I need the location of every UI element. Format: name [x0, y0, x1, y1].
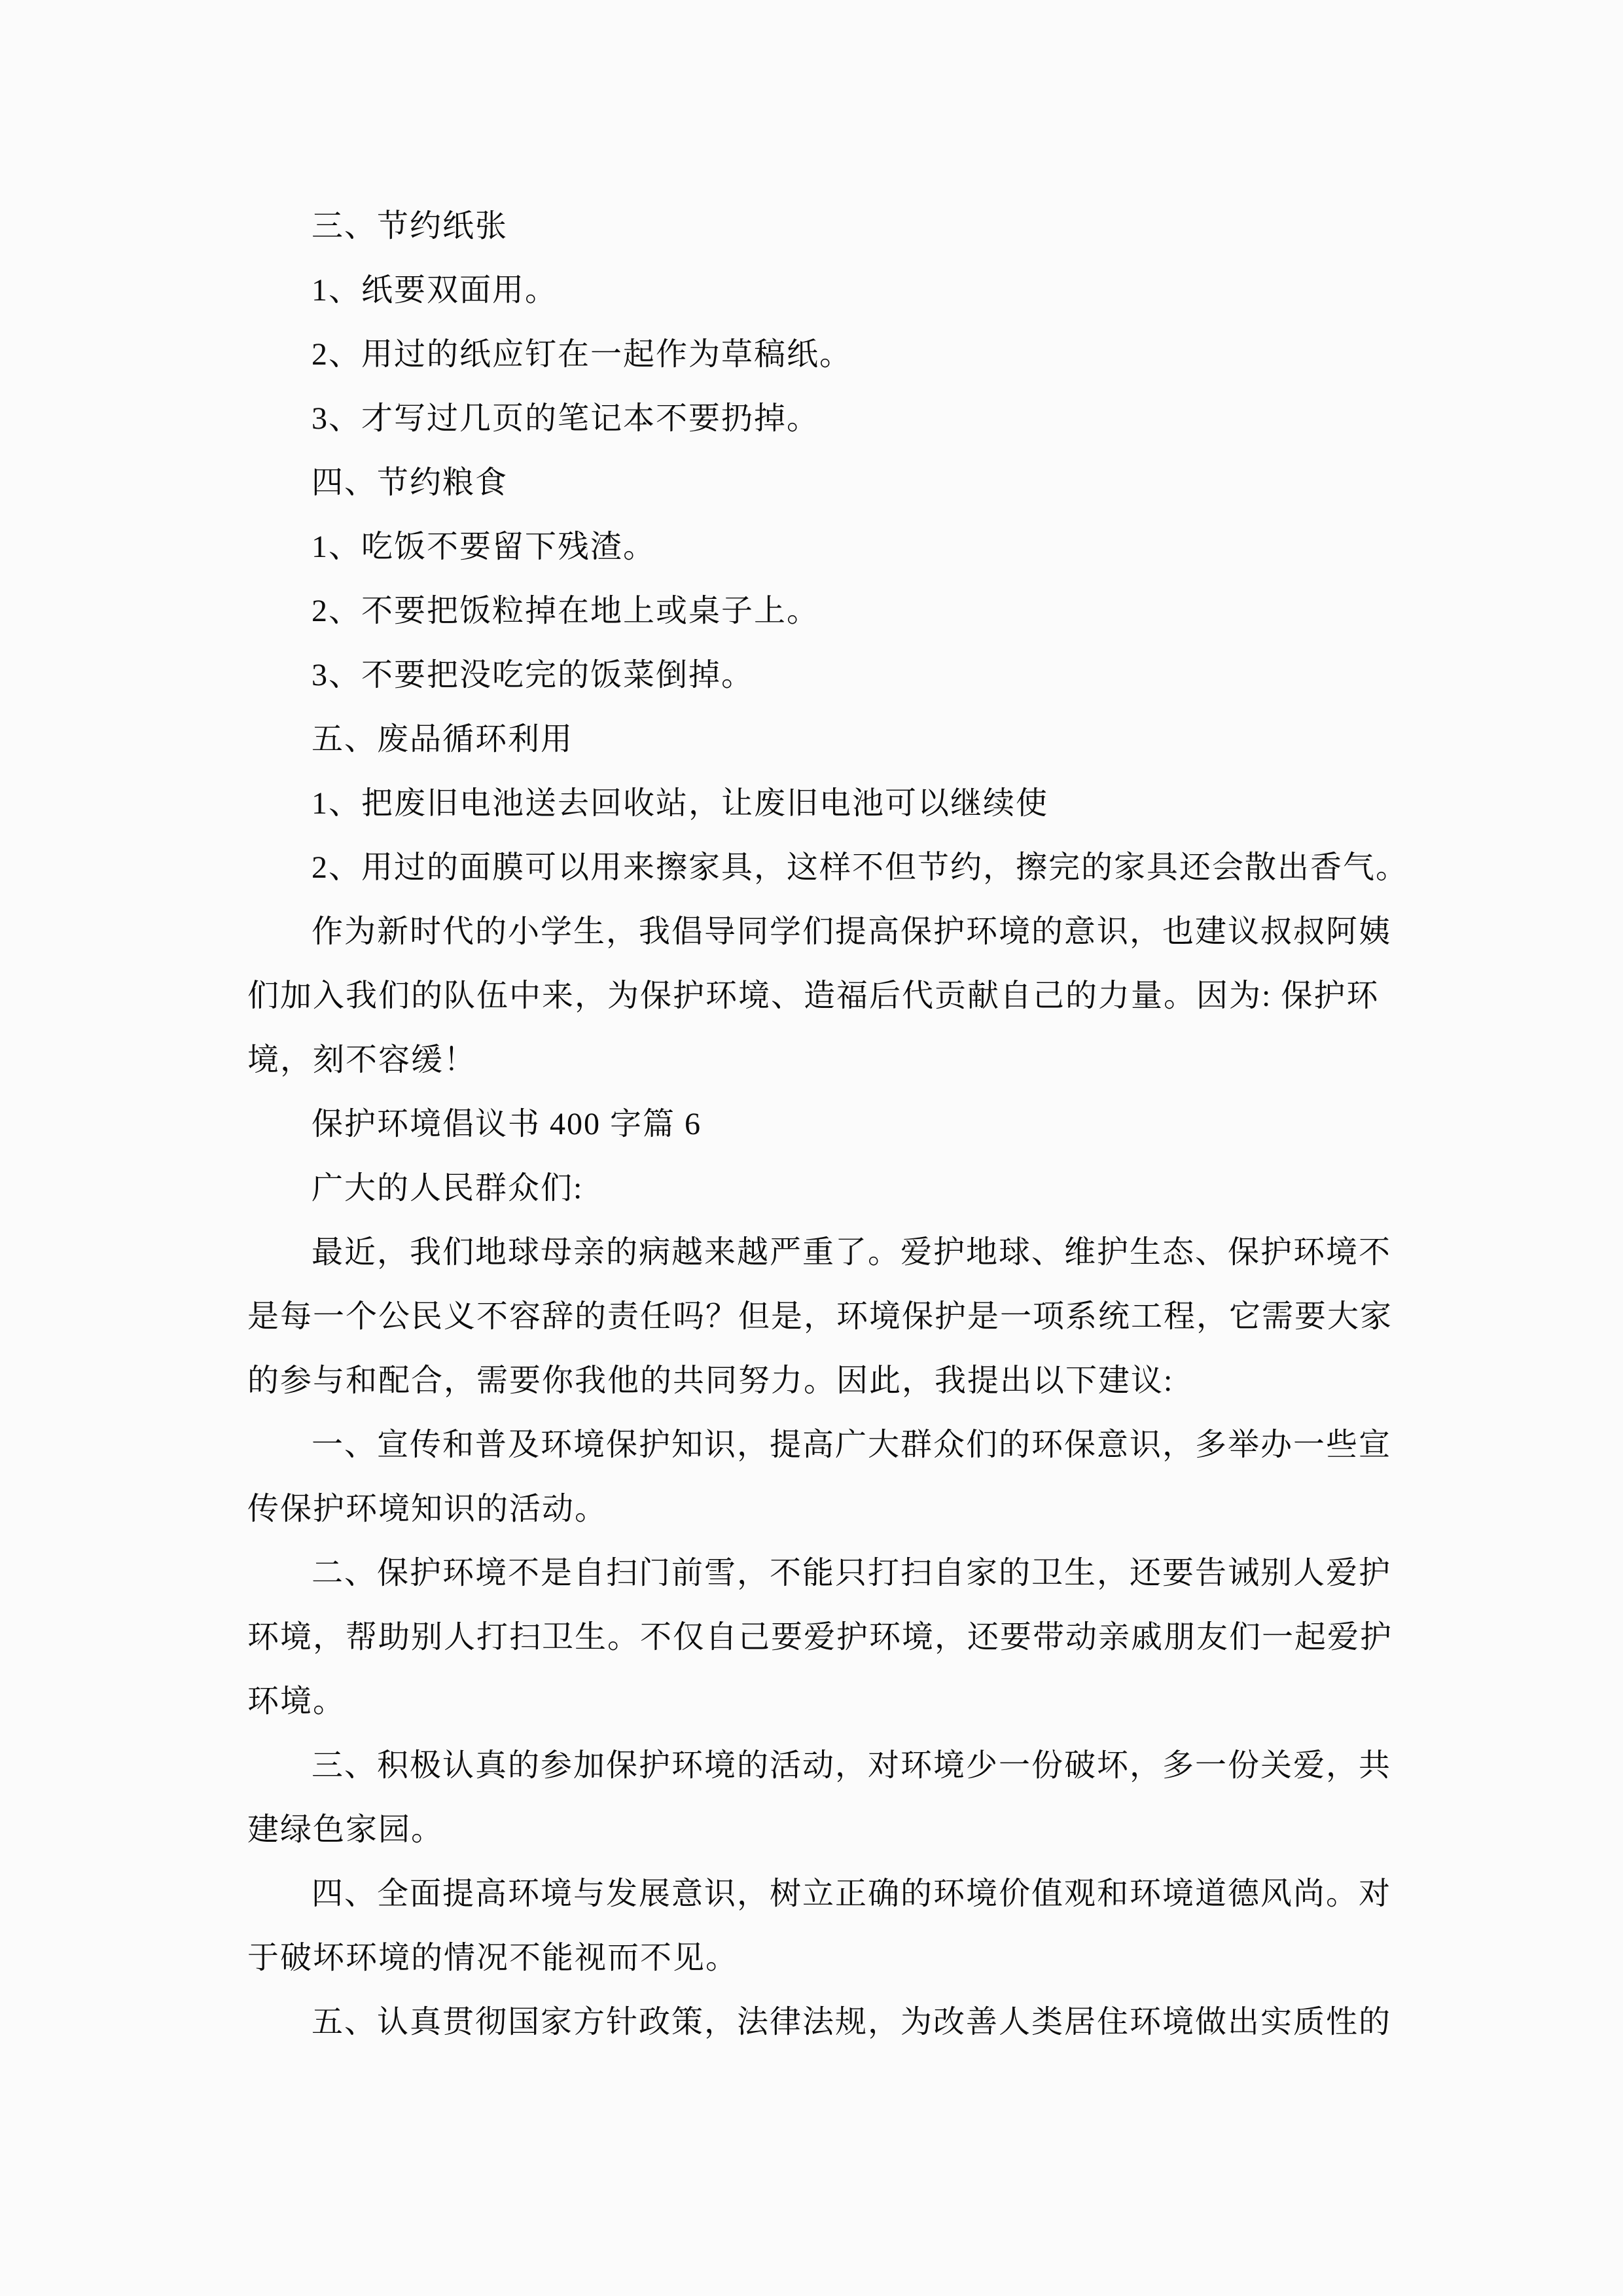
text-line: 境，刻不容缓！	[247, 1043, 477, 1077]
text-line: 三、积极认真的参加保护环境的活动，对环境少一份破坏，多一份关爱，共	[312, 1748, 1392, 1783]
text-line: 二、保护环境不是自扫门前雪，不能只打扫自家的卫生，还要告诫别人爱护	[312, 1556, 1392, 1590]
text-line: 3、不要把没吃完的饭菜倒掉。	[312, 658, 755, 692]
text-line: 1、纸要双面用。	[312, 273, 558, 308]
text-line: 作为新时代的小学生，我倡导同学们提高保护环境的意识，也建议叔叔阿姨	[312, 914, 1392, 949]
text-line: 四、全面提高环境与发展意识，树立正确的环境价值观和环境道德风尚。对	[312, 1876, 1392, 1911]
text-line: 们加入我们的队伍中来，为保护环境、造福后代贡献自己的力量。因为: 保护环	[247, 978, 1380, 1013]
text-line: 四、节约粮食	[312, 465, 508, 500]
text-line: 2、不要把饭粒掉在地上或桌子上。	[312, 594, 820, 628]
text-line: 建绿色家园。	[247, 1812, 444, 1847]
text-line: 保护环境倡议书 400 字篇 6	[312, 1107, 702, 1141]
text-line: 三、节约纸张	[312, 209, 508, 243]
text-line: 1、把废旧电池送去回收站，让废旧电池可以继续使	[312, 786, 1049, 821]
text-line: 环境。	[247, 1684, 346, 1719]
text-line: 传保护环境知识的活动。	[247, 1492, 608, 1526]
text-line: 最近，我们地球母亲的病越来越严重了。爱护地球、维护生态、保护环境不	[312, 1235, 1392, 1270]
text-line: 2、用过的纸应钉在一起作为草稿纸。	[312, 337, 853, 372]
text-line: 环境，帮助别人打扫卫生。不仅自己要爱护环境，还要带动亲戚朋友们一起爱护	[247, 1620, 1393, 1655]
text-line: 广大的人民群众们:	[312, 1171, 584, 1206]
document-body	[247, 194, 1409, 2054]
text-line: 2、用过的面膜可以用来擦家具，这样不但节约，擦完的家具还会散出香气。	[312, 850, 1409, 885]
text-line: 3、才写过几页的笔记本不要扔掉。	[312, 401, 820, 436]
text-line: 是每一个公民义不容辞的责任吗？但是，环境保护是一项系统工程，它需要大家	[247, 1299, 1393, 1334]
text-line: 一、宣传和普及环境保护知识，提高广大群众们的环保意识，多举办一些宣	[312, 1427, 1392, 1462]
text-line: 于破坏环境的情况不能视而不见。	[247, 1941, 739, 1975]
text-line: 的参与和配合，需要你我他的共同努力。因此，我提出以下建议:	[247, 1363, 1174, 1398]
text-line: 1、吃饭不要留下残渣。	[312, 529, 656, 564]
text-line: 五、废品循环利用	[312, 722, 574, 757]
text-line: 五、认真贯彻国家方针政策，法律法规，为改善人类居住环境做出实质性的	[312, 2005, 1392, 2039]
